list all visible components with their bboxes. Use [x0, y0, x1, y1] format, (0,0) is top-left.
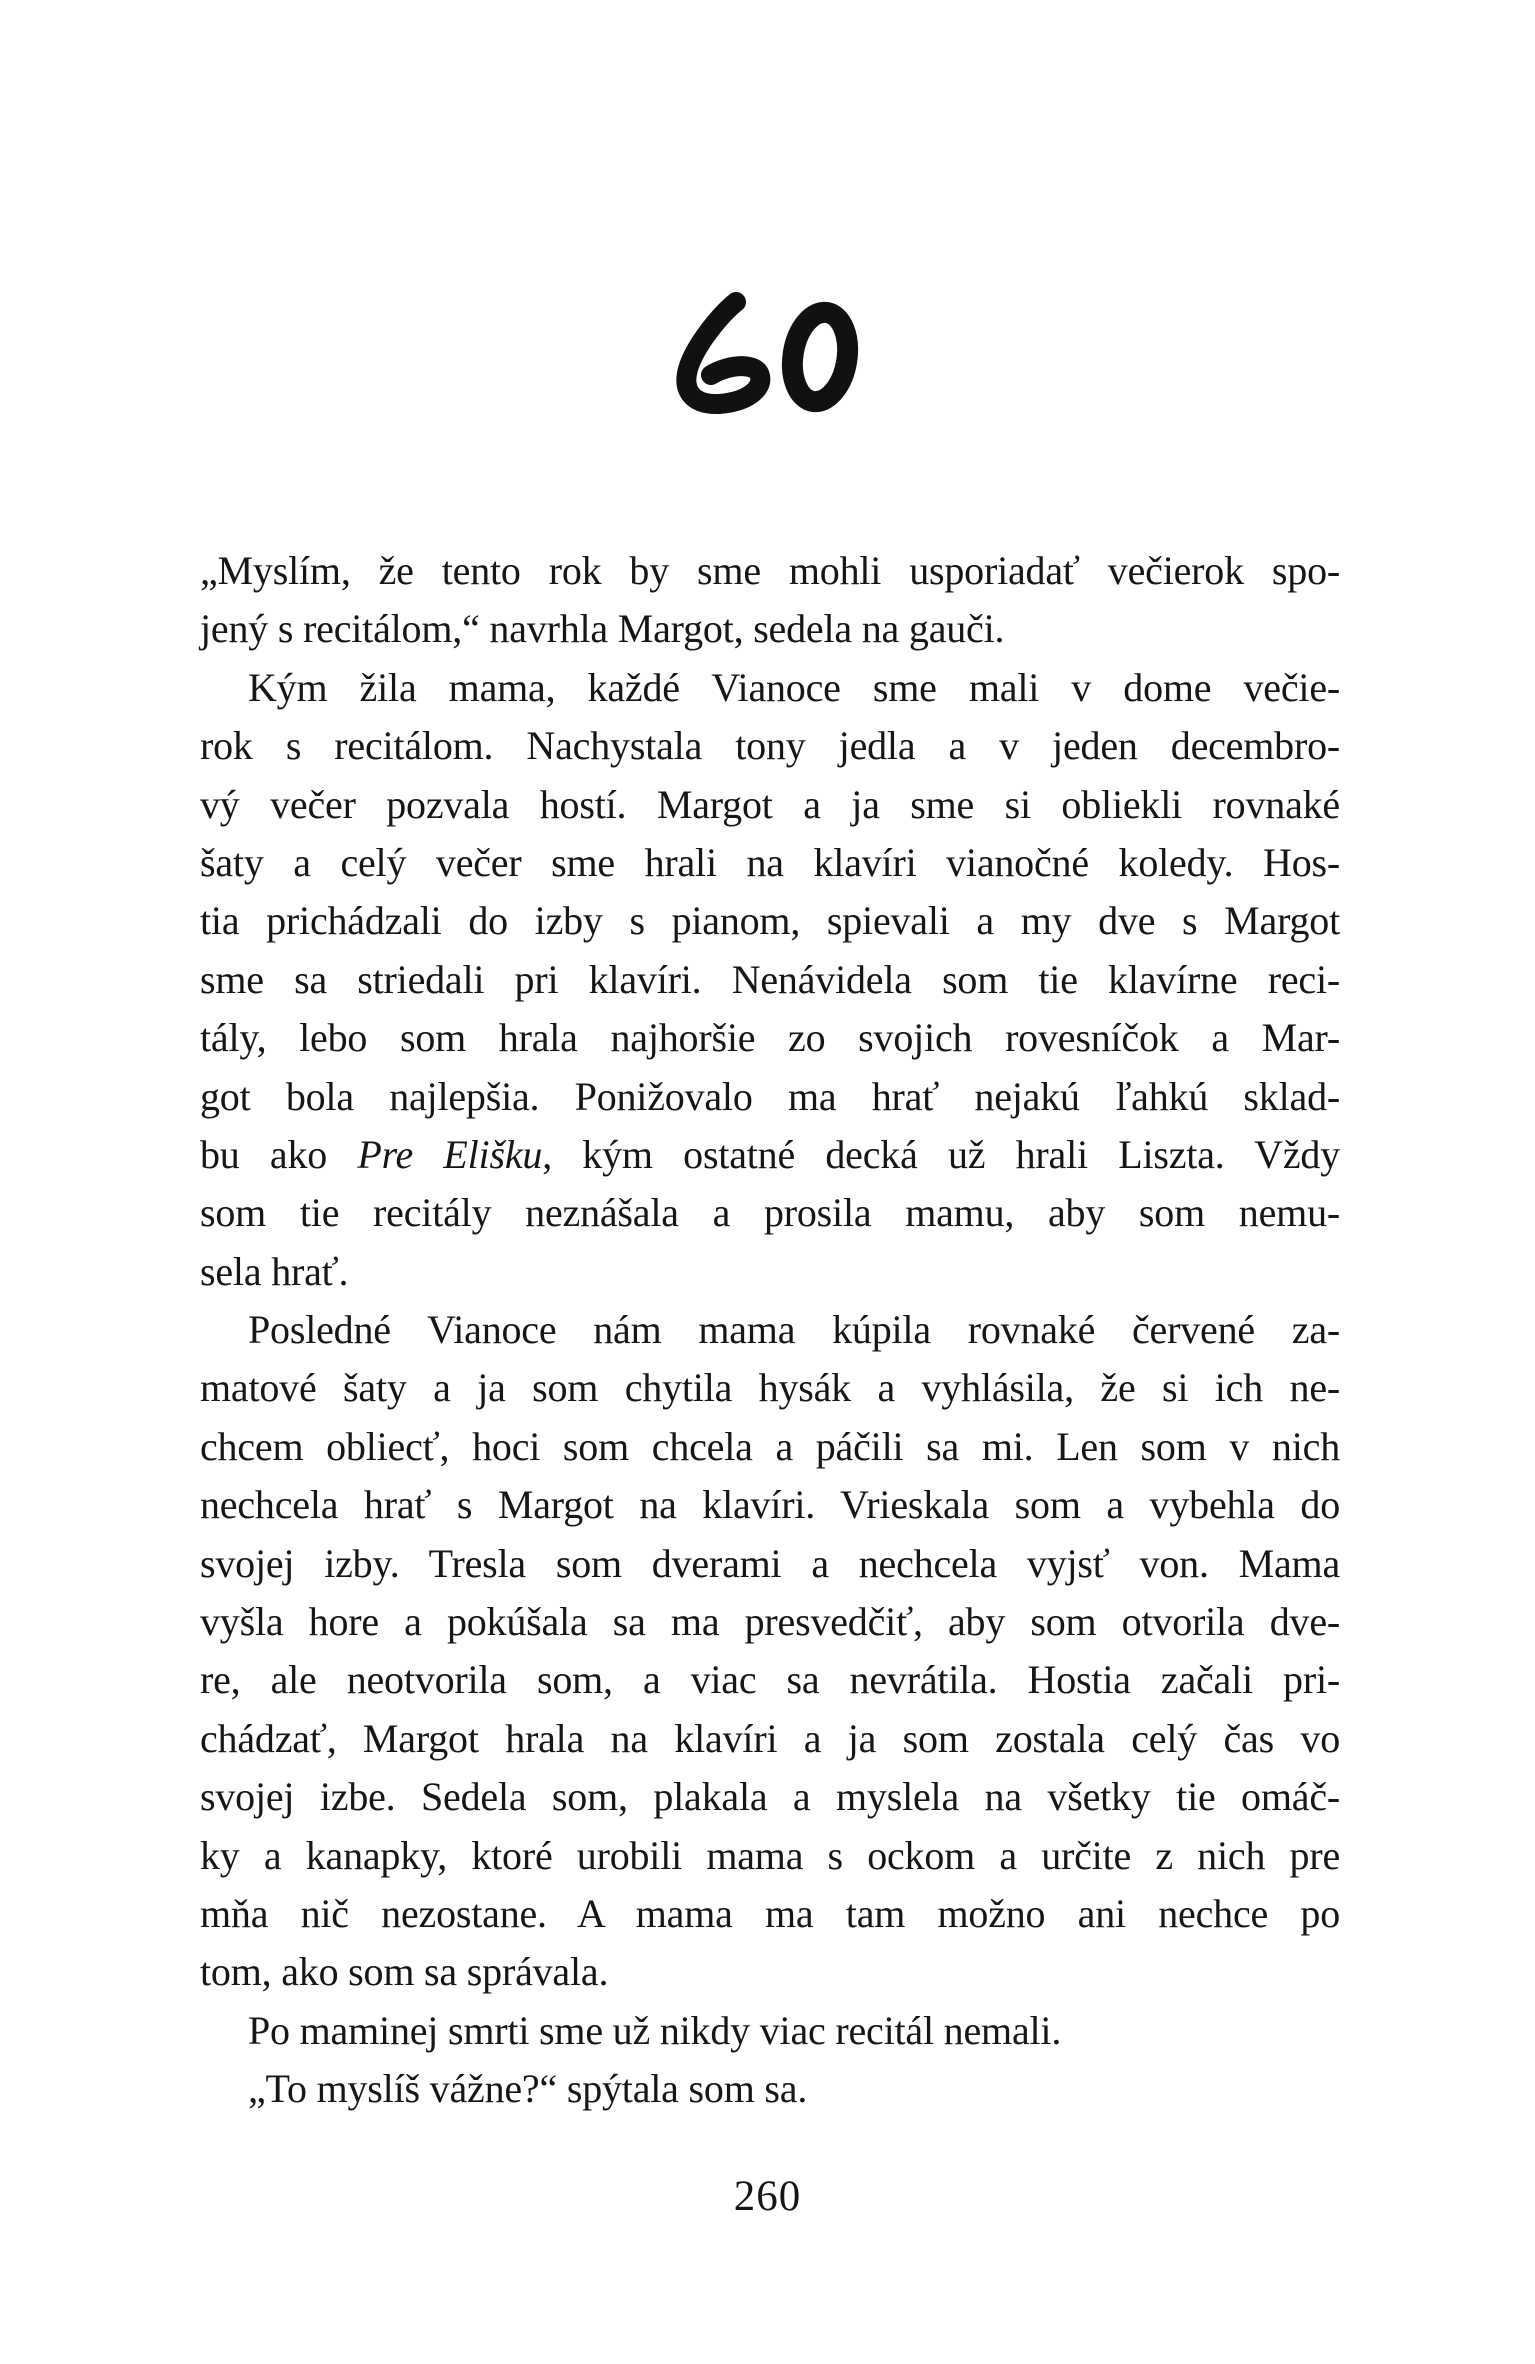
text-line: Posledné Vianoce nám mama kúpila rovnaké červené za- [248, 1307, 1340, 1353]
text-line: rok s recitálom. Nachystala tony jedla a v jeden decembro- [200, 723, 1340, 769]
text-line: got bola najlepšia. Ponižovalo ma hrať nejakú ľahkú sklad- [200, 1073, 1340, 1119]
text-line [200, 1126, 1340, 1184]
text-line: Po maminej smrti sme už nikdy viac recitál nemali. [248, 2007, 1062, 2053]
text-line: matové šaty a ja som chytila hysák a vyhlásila, že si ich ne- [200, 1365, 1340, 1411]
text-segment: , kým ostatné decká už hrali Liszta. Vždy [542, 1131, 1341, 1177]
composition-title-italic: Pre Elišku [357, 1131, 543, 1177]
chapter-number-glyph [674, 291, 864, 423]
text-line: „Myslím, že tento rok by sme mohli usporiadať večierok spo- [200, 548, 1340, 593]
body-text [200, 542, 1340, 2119]
text-line: tom, ako som sa správala. [200, 1949, 609, 1995]
text-line: Kým žila mama, každé Vianoce sme mali v dome večie- [248, 664, 1340, 710]
text-line: re, ale neotvorila som, a viac sa nevrátila. Hostia začali pri- [200, 1657, 1340, 1703]
text-line: tály, lebo som hrala najhoršie zo svojich rovesníčok a Mar- [200, 1015, 1340, 1061]
text-line: chcem obliecť, hoci som chcela a páčili sa mi. Len som v nich [200, 1423, 1340, 1469]
digit-0-glyph [786, 308, 853, 405]
text-line: jený s recitálom,“ navrhla Margot, sedela na gauči. [200, 606, 1005, 652]
text-line: vý večer pozvala hostí. Margot a ja sme si obliekli rovnaké [200, 781, 1340, 827]
text-line: sela hrať. [200, 1248, 349, 1294]
text-line: šaty a celý večer sme hrali na klavíri vianočné koledy. Hos- [200, 839, 1340, 885]
text-line: som tie recitály neznášala a prosila mamu, aby som nemu- [200, 1190, 1340, 1236]
text-line: mňa nič nezostane. A mama ma tam možno ani nechce po [200, 1890, 1340, 1936]
text-line: nechcela hrať s Margot na klavíri. Vrieskala som a vybehla do [200, 1482, 1340, 1528]
digit-6-glyph [686, 302, 760, 404]
text-line: svojej izby. Tresla som dverami a nechcela vyjsť von. Mama [200, 1540, 1340, 1586]
chapter-number [674, 291, 864, 423]
text-line: „To myslíš vážne?“ spýtala som sa. [248, 2066, 808, 2112]
text-line: sme sa striedali pri klavíri. Nenávidela som tie klavírne reci- [200, 956, 1340, 1002]
page-number: 260 [733, 2173, 802, 2220]
text-segment: bu ako [200, 1131, 358, 1177]
text-line: tia prichádzali do izby s pianom, spievali a my dve s Margot [200, 898, 1340, 944]
text-line: ky a kanapky, ktoré urobili mama s ockom a určite z nich pre [200, 1832, 1340, 1878]
text-line: chádzať, Margot hrala na klavíri a ja som zostala celý čas vo [200, 1715, 1340, 1761]
text-line: svojej izbe. Sedela som, plakala a myslela na všetky tie omáč- [200, 1774, 1340, 1820]
text-line: vyšla hore a pokúšala sa ma presvedčiť, aby som otvorila dve- [200, 1599, 1340, 1645]
